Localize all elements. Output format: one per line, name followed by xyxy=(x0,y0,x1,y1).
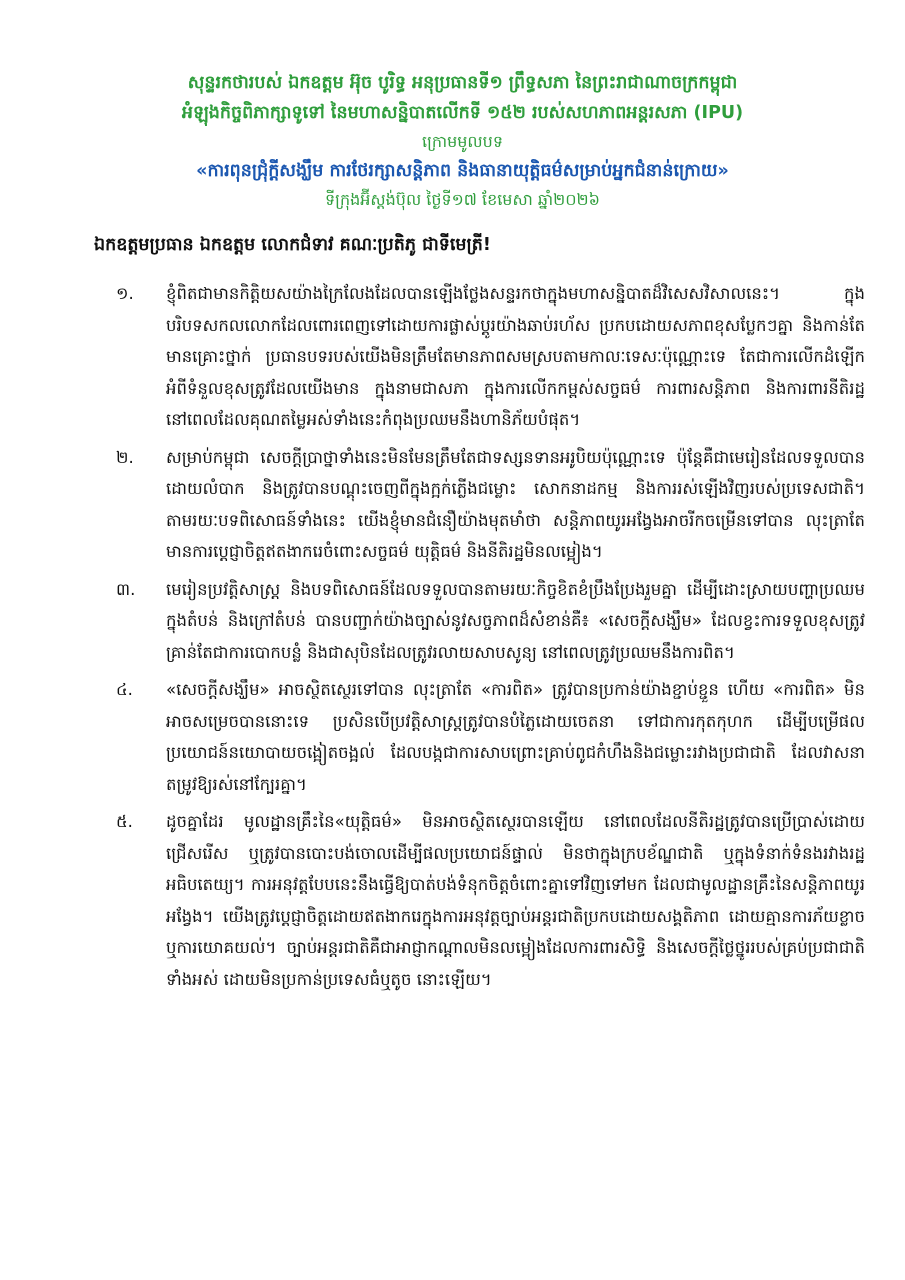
salutation: ឯកឧត្តមប្រធាន ឯកឧត្តម លោកជំទាវ គណៈប្រតិភូ ជាទីមេត្រី! xyxy=(94,235,491,255)
header-event-line: អំឡុងកិច្ចពិភាក្សាទូទៅ នៃមហាសន្និបាតលើកទី ១៥២ របស់សហភាពអន្តរសភា (IPU) xyxy=(181,103,744,123)
speech-header xyxy=(60,68,865,214)
paragraph-text: មេរៀនប្រវត្តិសាស្ត្រ និងបទពិសោធន៍ដែលទទួលបានតាមរយៈកិច្ចខិតខំប្រឹងប្រែងរួមគ្នា ដើម្បីដោះស្រាយបញ្ហាប្រឈមក្នុងតំបន់ និងក្រៅតំបន់ បានបញ្ជាក់យ៉ាងច្បាស់នូវសច្ចភាពដ៏សំខាន់គឺ៖ «សេចក្តីសង្ឃឹម» ដែលខ្វះការទទួលខុសត្រូវ គ្រាន់តែជាការបោកបន្លំ និងជាសុបិនដែលត្រូវរលាយសាបសូន្យ នៅពេលត្រូវប្រឈមនឹងការពិត។ xyxy=(166,579,865,662)
header-place-date: ទីក្រុងអ៊ីស្តង់ប៊ុល ថ្ងៃទី១៧ ខែមេសា ឆ្នាំ២០២៦ xyxy=(325,190,600,209)
paragraph-number: ៣. xyxy=(116,579,136,599)
paragraph-text: ខ្ញុំពិតជាមានកិត្តិយសយ៉ាងក្រៃលែងដែលបានឡើងថ្លែងសន្ទរកថាក្នុងមហាសន្និបាតដ៏វិសេសវិសាលនេះ។ ក្នុងបរិបទសកលលោកដែលពោរពេញទៅដោយការផ្លាស់ប្តូរយ៉ាងឆាប់រហ័ស ប្រកបដោយសភាពខុសប្លែកៗគ្នា និងកាន់តែមានគ្រោះថ្នាក់ ប្រធានបទរបស់យើងមិនត្រឹមតែមានភាពសមស្របតាមកាលៈទេសៈប៉ុណ្ណោះទេ តែជាការលើកដំឡើកអំពីទំនួលខុសត្រូវដែលយើងមាន ក្នុងនាមជាសភា ក្នុងការលើកកម្ពស់សច្ចធម៌ ការពារសន្តិភាព និងការពារនីតិរដ្ឋ នៅពេលដែលគុណតម្លៃអស់ទាំងនេះកំពុងប្រឈមនឹងហានិភ័យបំផុត។ xyxy=(166,284,865,429)
paragraph-5 xyxy=(116,806,865,995)
paragraph-number: ៤. xyxy=(116,680,133,699)
header-theme: «ការពុនជ្រុំក្តីសង្ឃឹម ការថែរក្សាសន្តិភាព និងធានាយុត្តិធម៌សម្រាប់អ្នកជំនាន់ក្រោយ» xyxy=(196,161,729,181)
paragraph-text: ដូចគ្នាដែរ មូលដ្ឋានគ្រឹះនៃ«យុត្តិធម៌» មិនអាចស្ថិតស្ថេរបានឡើយ នៅពេលដែលនីតិរដ្ឋត្រូវបានប្រើប្រាស់ដោយជ្រើសរើស ឬត្រូវបានបោះបង់ចោលដើម្បីផលប្រយោជន៍ផ្ទាល់ មិនថាក្នុងក្របខ័ណ្ឌជាតិ ឬក្នុងទំនាក់ទំនងរវាងរដ្ឋអធិបតេយ្យ។ ការអនុវត្តបែបនេះនឹងធ្វើឱ្យបាត់បង់ទំនុកចិត្តចំពោះគ្នាទៅវិញទៅមក ដែលជាមូលដ្ឋានគ្រឹះនៃសន្តិភាពយូរអង្វែង។ យើងត្រូវប្តេជ្ញាចិត្តដោយឥតងាករេក្នុងការអនុវត្តច្បាប់អន្តរជាតិប្រកបដោយសង្គតិភាព ដោយគ្មានការភ័យខ្លាច ឬការយោគយល់។ ច្បាប់អន្តរជាតិគឺជាអាជ្ញាកណ្តាលមិនលម្អៀងដែលការពារសិទ្ធិ និងសេចក្តីថ្លៃថ្នូររបស់គ្រប់ប្រជាជាតិទាំងអស់ ដោយមិនប្រកាន់ប្រទេសធំឬតូច នោះឡើយ។ xyxy=(166,812,865,989)
speech-paragraphs xyxy=(116,278,865,1001)
paragraph-number: ៥. xyxy=(116,812,133,831)
paragraph-text: សម្រាប់កម្ពុជា សេចក្តីប្រាថ្នាទាំងនេះមិនមែនត្រឹមតែជាទស្សនទានអរូបិយប៉ុណ្ណោះទេ ប៉ុន្តែគឺជាមេរៀនដែលទទួលបានដោយលំបាក និងត្រូវបានបណ្តុះចេញពីក្នុងក្អក់ភ្លើងជម្លោះ សោកនាដកម្ម និងការរស់ឡើងវិញរបស់ប្រទេសជាតិ។ តាមរយៈបទពិសោធន៍ទាំងនេះ យើងខ្ញុំមានជំនឿយ៉ាងមុតមាំថា សន្តិភាពយូរអង្វែងអាចរីកចម្រើនទៅបាន លុះត្រាតែមានការប្តេជ្ញាចិត្តឥតងាករេចំពោះសច្ចធម៌ យុត្តិធម៌ និងនីតិរដ្ឋមិនលម្អៀង។ xyxy=(166,447,865,561)
paragraph-3 xyxy=(116,574,865,669)
header-theme-label: ក្រោមមូលបទ xyxy=(422,132,503,151)
paragraph-number: ១. xyxy=(116,284,134,303)
paragraph-4 xyxy=(116,674,865,800)
paragraph-text: «សេចក្តីសង្ឃឹម» អាចស្ថិតស្ថេរទៅបាន លុះត្រាតែ «ការពិត» ត្រូវបានប្រកាន់យ៉ាងខ្ជាប់ខ្ជួន ហើយ «ការពិត» មិនអាចសម្រេចបាននោះទេ ប្រសិនបើប្រវត្តិសាស្ត្រត្រូវបានបំភ្លៃដោយចេតនា ទៅជាការកុតកុហក ដើម្បីបម្រើផលប្រយោជន៍នយោបាយចង្អៀតចង្អល់ ដែលបង្កជាការសាបព្រោះគ្រាប់ពូជកំហឹងនិងជម្លោះរវាងប្រជាជាតិ ដែលវាសនាតម្រូវឱ្យរស់នៅក្បែរគ្នា។ xyxy=(166,680,865,794)
paragraph-number: ២. xyxy=(116,447,134,467)
paragraph-2 xyxy=(116,442,865,568)
paragraph-1 xyxy=(116,278,865,436)
header-title-line: សុន្ទរកថារបស់ ឯកឧត្តម អ៊ុច បូរិទ្ធ អនុប្រធានទី១ ព្រឹទ្ធសភា នៃព្រះរាជាណាចក្រកម្ពុជា xyxy=(187,73,738,93)
